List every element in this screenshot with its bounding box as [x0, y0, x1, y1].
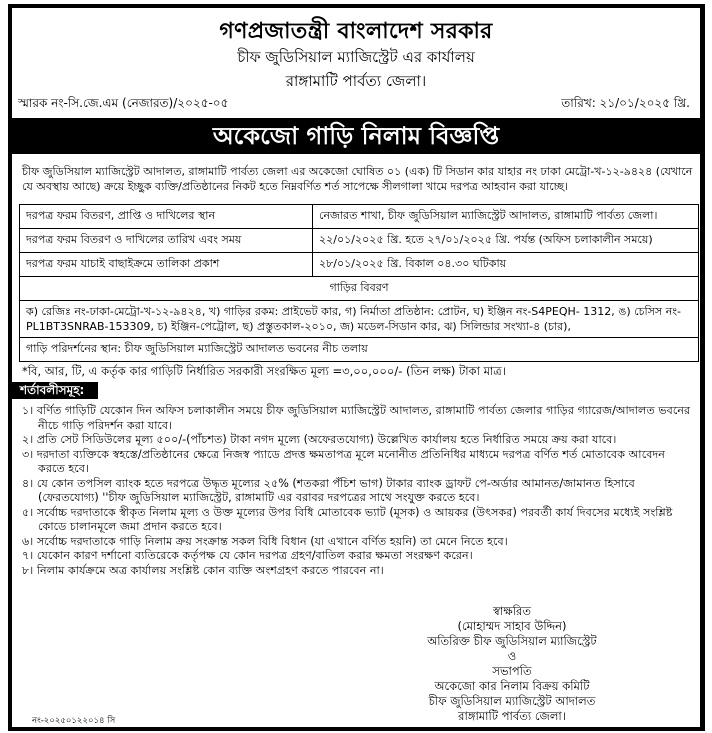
government-title: গণপ্রজাতন্ত্রী বাংলাদেশ সরকার — [219, 19, 493, 44]
signatory-name: (মোহাম্মদ সাহাব উদ্দিন) — [457, 619, 567, 633]
row-value: ২২/০১/২০২৫ খ্রি. হতে ২৭/০১/২০২৫ খ্রি. পর্যন্ত (অফিস চলাকালীন সময়ে) — [313, 229, 699, 253]
condition-item: ১। বর্ণিত গাড়িটি যেকোন দিন অফিস চলাকালীন সময়ে চীফ জুডিসিয়াল ম্যাজিস্ট্রেট আদালত, রাঙ্গামাটি পার্বত্য জেলার গাড়ির গ্যারেজ/আদালত ভবনের নীচে গাড়ি পরিদর্শন করা যাবে। — [22, 404, 691, 432]
condition-item: ৩। দরদাতা ব্যক্তিকে স্বহস্তে/প্রতিষ্ঠানের ক্ষেত্রে নিজস্ব প্যাডে প্রদত্ত ক্ষমতাপত্র মূলে মনোনীত প্রতিনিধির মাধ্যমে দরপত্র বর্ণিত শর্ত মোতাবেক আবেদন করতে হবে। — [22, 447, 665, 475]
inspection-place-row — [20, 338, 699, 362]
condition-item: ২। প্রতি সেট সিডিউলের মূল্য ৫০০/-(পাঁচশত) টাকা নগদ মূল্যে (অফেরতযোগ্য) উল্লেখিত কার্যালয় হতে নির্ধারিত সময়ে ক্রয় করা যাবে। — [22, 433, 617, 446]
table-row — [20, 253, 699, 277]
vehicle-heading-row — [20, 277, 699, 301]
conditions-list — [18, 404, 692, 578]
reference-code: নং-২০২৫০১২২০১৪ সি — [32, 716, 116, 726]
notice-title-banner — [12, 118, 700, 154]
notice-date: তারিখ: ২১/০১/২০২৫ খ্রি. — [561, 96, 690, 110]
tender-info-table — [19, 204, 699, 362]
signature-district: রাঙ্গামাটি পার্বত্য জেলা। — [458, 709, 566, 723]
district-name: রাঙ্গামাটি পার্বত্য জেলা। — [285, 72, 427, 90]
condition-item: ৬। সর্বোচ্চ দরদাতাকে গাড়ি নিলাম ক্রয় সংক্রান্ত সকল বিধি বিধান (যা এখানে বর্ণিত হয়নি) তা মেনে নিতে হবে। — [22, 534, 508, 548]
row-value: ২৮/০১/২০২৫ খ্রি. বিকাল ০৪.৩০ ঘটিকায় — [313, 253, 699, 277]
court-name: চীফ জুডিসিয়াল ম্যাজিস্ট্রেট আদালত — [428, 694, 596, 708]
row-value: নেজারত শাখা, চীফ জুডিসিয়াল ম্যাজিস্ট্রেট আদালত, রাঙ্গামাটি পার্বত্য জেলা। — [313, 205, 699, 229]
intro-paragraph: চীফ জুডিসিয়াল ম্যাজিস্ট্রেট আদালত, রাঙ্গামাটি পার্বত্য জেলা এর অকেজো ঘোষিত ০১ (এক) টি সিডান কার যাহার নং ঢাকা মেট্রো-খ-১২-৯৪২৪ (যেখানে যে অবস্থায় আছে) ক্রয়ে ইচ্ছুক ব্যক্তি/প্রতিষ্ঠানের নিকট হতে নিম্নবর্ণিত শর্ত সাপেক্ষে সীলগালা খামে দরপত্র আহবান করা যাচ্ছে। — [22, 165, 693, 193]
signature-block — [352, 604, 672, 724]
table-row — [20, 229, 699, 253]
condition-item: ৪। যে কোন তপসিল ব্যাংক হতে দরপত্রে উদ্ধৃত মূল্যের ২৫% (শতকরা পঁচিশ ভাগ) টাকার ব্যাংক ড্রাফট পে-অর্ডার আমানত/জামানত হিসাবে (ফেরতযোগ্য) ''চীফ জুডিসিয়াল ম্যাজিস্ট্রেট, রাঙ্গামাটি এর বরাবর দরপত্রের সাথে সংযুক্ত করতে হবে। — [22, 476, 635, 504]
table-row — [20, 205, 699, 229]
row-label: দরপত্র ফরম বিতরণ, প্রাপ্তি ও দাখিলের স্থান — [20, 205, 313, 229]
memo-number: স্মারক নং-সি.জে.এম (নেজারত)/২০২৫-০৫ — [18, 96, 229, 110]
notice-title: অকেজো গাড়ি নিলাম বিজ্ঞপ্তি — [212, 122, 500, 150]
condition-item: ৫। সর্বোচ্চ দরদাতাকে স্বীকৃত নিলাম মূল্য ও উক্ত মূল্যের উপর বিধি মোতাবেক ভ্যাট (মূসক) ও আয়কর (উৎসকর) পরবর্তী কার্য দিবসের মধ্যেই সংশ্লিষ্ট কোডে চালানমূলে জমা প্রদান করতে হবে। — [22, 505, 673, 533]
row-label: দরপত্র ফরম বিতরণ ও দাখিলের তারিখ এবং সময় — [20, 229, 313, 253]
signature-and: ও — [507, 649, 517, 663]
reserve-price: *বি, আর, টি, এ কর্তৃক কার গাড়িটি নির্ধারিত সরকারী সংরক্ষিত মূল্য =৩,০০,০০০/- (তিন লক্ষ) টাকা মাত্র। — [22, 364, 506, 378]
inspection-place: গাড়ি পরিদর্শনের স্থান: চীফ জুডিসিয়াল ম্যাজিস্ট্রেট আদালত ভবনের নীচ তলায় — [20, 338, 699, 362]
office-name: চীফ জুডিসিয়াল ম্যাজিস্ট্রেট এর কার্যালয় — [237, 48, 475, 66]
condition-item: ৮। নিলাম কার্যক্রমে অত্র কার্যালয় সংশ্লিষ্ট কোন ব্যক্তি অংশগ্রহণ করতে পারবেন না। — [22, 563, 384, 577]
vehicle-heading: গাড়ির বিবরণ — [20, 277, 699, 301]
condition-item: ৭। যেকোন কারণ দর্শানো ব্যতিরেকে কর্তৃপক্ষ যে কোন দরপত্র গ্রহণ/বাতিল করার ক্ষমতা সংরক্ষণ করেন। — [22, 549, 473, 562]
row-label: দরপত্র ফরম যাচাই বাছাইক্রমে তালিকা প্রকাশ — [20, 253, 313, 277]
vehicle-description-row — [20, 301, 699, 338]
signed-label: স্বাক্ষরিত — [493, 604, 531, 618]
signatory-role: সভাপতি — [492, 664, 532, 678]
signatory-designation: অতিরিক্ত চীফ জুডিসিয়াল ম্যাজিস্ট্রেট — [427, 634, 597, 648]
vehicle-description: ক) রেজিঃ নং-ঢাকা-মেট্রো-খ-১২-৯৪২৪, খ) গাড়ির রকম: প্রাইভেট কার, গ) নির্মাতা প্রতিষ্ঠান: প্রোটন, ঘ) ইঞ্জিন নং-S4PEQH- 1312, ঙ) চেসিস নং- PL1BT3SNRAB-153309, চ) ইঞ্জিন-পেট্রোল, ছ) প্রস্তুতকাল-২০১০, জ) মডেল-সিডান কার, ঝ) সিলিন্ডার সংখ্যা-৪ (চার), — [20, 301, 699, 338]
committee-name: অকেজো কার নিলাম বিক্রয় কমিটি — [434, 679, 590, 693]
conditions-heading: শর্তাবলীসমূহ: — [12, 382, 98, 399]
notice-frame — [8, 4, 705, 731]
